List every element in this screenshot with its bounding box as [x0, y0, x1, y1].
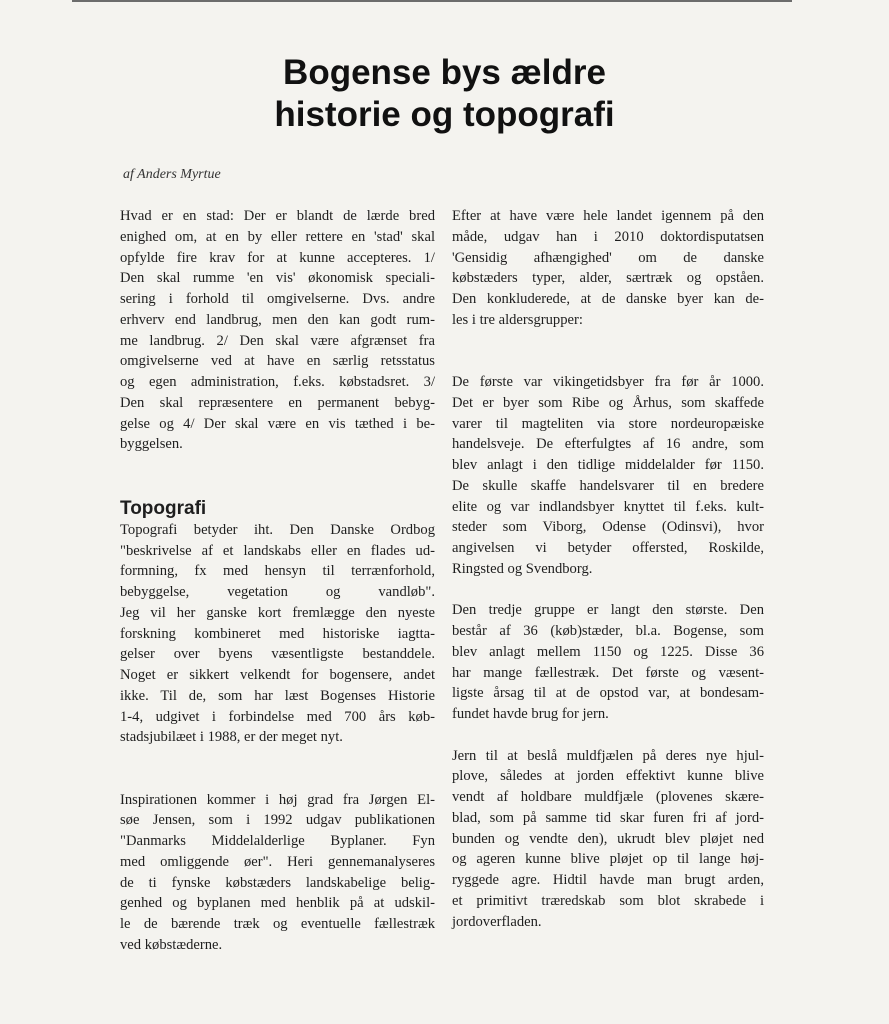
text-line: handelsveje. De efterfulgtes af 16 andre, som	[452, 436, 764, 453]
text-line: og egen administration, f.eks. købstadsret. 3/	[120, 374, 435, 390]
title-line-2: historie og topografi	[274, 95, 615, 134]
paragraph-1	[452, 206, 764, 331]
text-line: Den tredje gruppe er langt den største. Den	[452, 602, 764, 619]
text-line: vendt af holdbare muldfjæle (plovenes skære-	[452, 789, 764, 805]
intro-paragraph	[120, 206, 435, 455]
text-line: Inspirationen kommer i høj grad fra Jørgen El-	[120, 791, 435, 808]
text-line: genhed og byplanen med henblik på at udskil-	[120, 895, 435, 912]
text-line: har mange fællestræk. Det første og væsent-	[452, 664, 764, 681]
byline: af Anders Myrtue	[123, 167, 221, 182]
text-line: formning, fx med hensyn til terrænforhold,	[120, 563, 435, 580]
text-line: les i tre aldersgrupper:	[452, 311, 583, 328]
text-line: blad, som på samme tid skar furen fri af jord-	[452, 809, 764, 826]
text-line: "Danmarks Middelalderlige Byplaner. Fyn	[120, 833, 435, 849]
text-line: jordoverfladen.	[452, 913, 542, 930]
text-line: le de bærende træk og eventuelle fællestræk	[120, 916, 435, 932]
paragraph-4	[452, 746, 764, 933]
text-line: Den skal rumme 'en vis' økonomisk speciali-	[120, 270, 435, 287]
text-line: Det er byer som Ribe og Århus, som skaffede	[452, 394, 764, 411]
text-line: plove, således at jorden effektivt kunne blive	[452, 768, 764, 785]
text-line: erhverv end landbrug, men den kan godt rum-	[120, 311, 435, 328]
text-line: Den konkluderede, at de danske byer kan de-	[452, 291, 764, 307]
text-line: enighed om, at en by eller rettere en 'stad' skal	[120, 228, 435, 245]
text-line: købstæders typer, alder, særtræk og opståen.	[452, 270, 764, 287]
text-line: fundet havde brug for jern.	[452, 706, 609, 722]
text-line: blev anlagt mellem 1150 og 1225. Disse 36	[452, 643, 764, 660]
text-line: "beskrivelse af et landskabs eller en flades ud-	[120, 542, 435, 559]
text-line: Topografi betyder iht. Den Danske Ordbog	[120, 521, 435, 538]
text-line: bunden og vendte den), ukrudt blev pløjet ned	[452, 830, 764, 847]
left-column	[120, 206, 435, 956]
text-line: byggelsen.	[120, 436, 183, 453]
text-line: gelse og 4/ Der skal være en vis tæthed i be-	[120, 415, 435, 432]
text-line: De første var vikingetidsbyer fra før år 1000.	[452, 374, 764, 390]
text-line: forskning kombineret med historiske iagtta-	[120, 625, 435, 642]
text-line: søe Jensen, som i 1992 udgav publikationen	[120, 812, 435, 829]
title-line-1: Bogense bys ældre	[283, 53, 606, 92]
top-rule	[72, 0, 792, 2]
text-line: elite og var indlandsbyer knyttet til f.eks. kult-	[452, 498, 764, 515]
text-line: Jern til at beslå muldfjælen på deres nye hjul-	[452, 747, 764, 764]
text-line: Noget er sikkert velkendt for bogensere, andet	[120, 667, 435, 683]
text-line: sering i forhold til omgivelserne. Dvs. andre	[120, 291, 435, 307]
text-line: blev anlagt i den tidlige middelalder før 1150.	[452, 457, 764, 473]
text-line: de ti fynske købstæders landskabelige belig-	[120, 874, 435, 891]
text-line: består af 36 (køb)stæder, bl.a. Bogense, som	[452, 623, 764, 639]
paragraph-2	[452, 372, 764, 580]
text-line: Efter at have være hele landet igennem på den	[452, 208, 764, 224]
text-line: 'Gensidig afhængighed' om de danske	[452, 249, 764, 266]
text-line: gelser over byens væsentligste bestanddele.	[120, 646, 435, 663]
text-line: 1-4, udgivet i forbindelse med 700 års køb-	[120, 708, 435, 725]
inspiration-paragraph	[120, 790, 435, 956]
text-line: et primitivt træredskab som blot skrabede i	[452, 892, 764, 909]
article-title	[0, 52, 889, 136]
section-heading-topografi: Topografi	[120, 497, 207, 519]
text-line: steder som Viborg, Odense (Odinsvi), hvor	[452, 519, 764, 536]
text-line: ikke. Til de, som har læst Bogenses Historie	[120, 687, 435, 704]
text-line: Jeg vil her ganske kort fremlægge den nyeste	[120, 604, 435, 621]
text-line: måde, udgav han i 2010 doktordisputatsen	[452, 228, 764, 245]
text-line: ligste årsag til at de opstod var, at bondesam-	[452, 685, 764, 702]
text-line: varer til magteliten via store nordeuropæiske	[452, 415, 764, 432]
text-line: De skulle skaffe handelsvarer til en bredere	[452, 477, 764, 494]
topografi-paragraph	[120, 520, 435, 748]
text-line: stadsjubilæet i 1988, er der meget nyt.	[120, 729, 343, 746]
text-line: bebyggelse, vegetation og vandløb".	[120, 584, 435, 600]
text-line: ryggede agre. Hidtil havde man brugt arden,	[452, 872, 764, 888]
right-column	[452, 206, 764, 932]
paragraph-3	[452, 600, 764, 725]
text-line: angivelsen vi betyder offersted, Roskilde,	[452, 540, 764, 556]
text-line: med omliggende øer". Heri gennemanalyseres	[120, 853, 435, 870]
text-line: Ringsted og Svendborg.	[452, 560, 593, 577]
text-line: me landbrug. 2/ Den skal være afgrænset fra	[120, 332, 435, 349]
text-line: omgivelserne ved at have en særlig retsstatus	[120, 353, 435, 370]
text-line: Den skal repræsentere en permanent bebyg-	[120, 394, 435, 411]
text-line: og ageren kunne blive pløjet op til lange høj-	[452, 851, 764, 868]
text-line: opfylde fire krav for at kunne accepteres. 1/	[120, 249, 435, 266]
text-line: Hvad er en stad: Der er blandt de lærde bred	[120, 208, 435, 224]
text-line: ved købstæderne.	[120, 936, 223, 953]
